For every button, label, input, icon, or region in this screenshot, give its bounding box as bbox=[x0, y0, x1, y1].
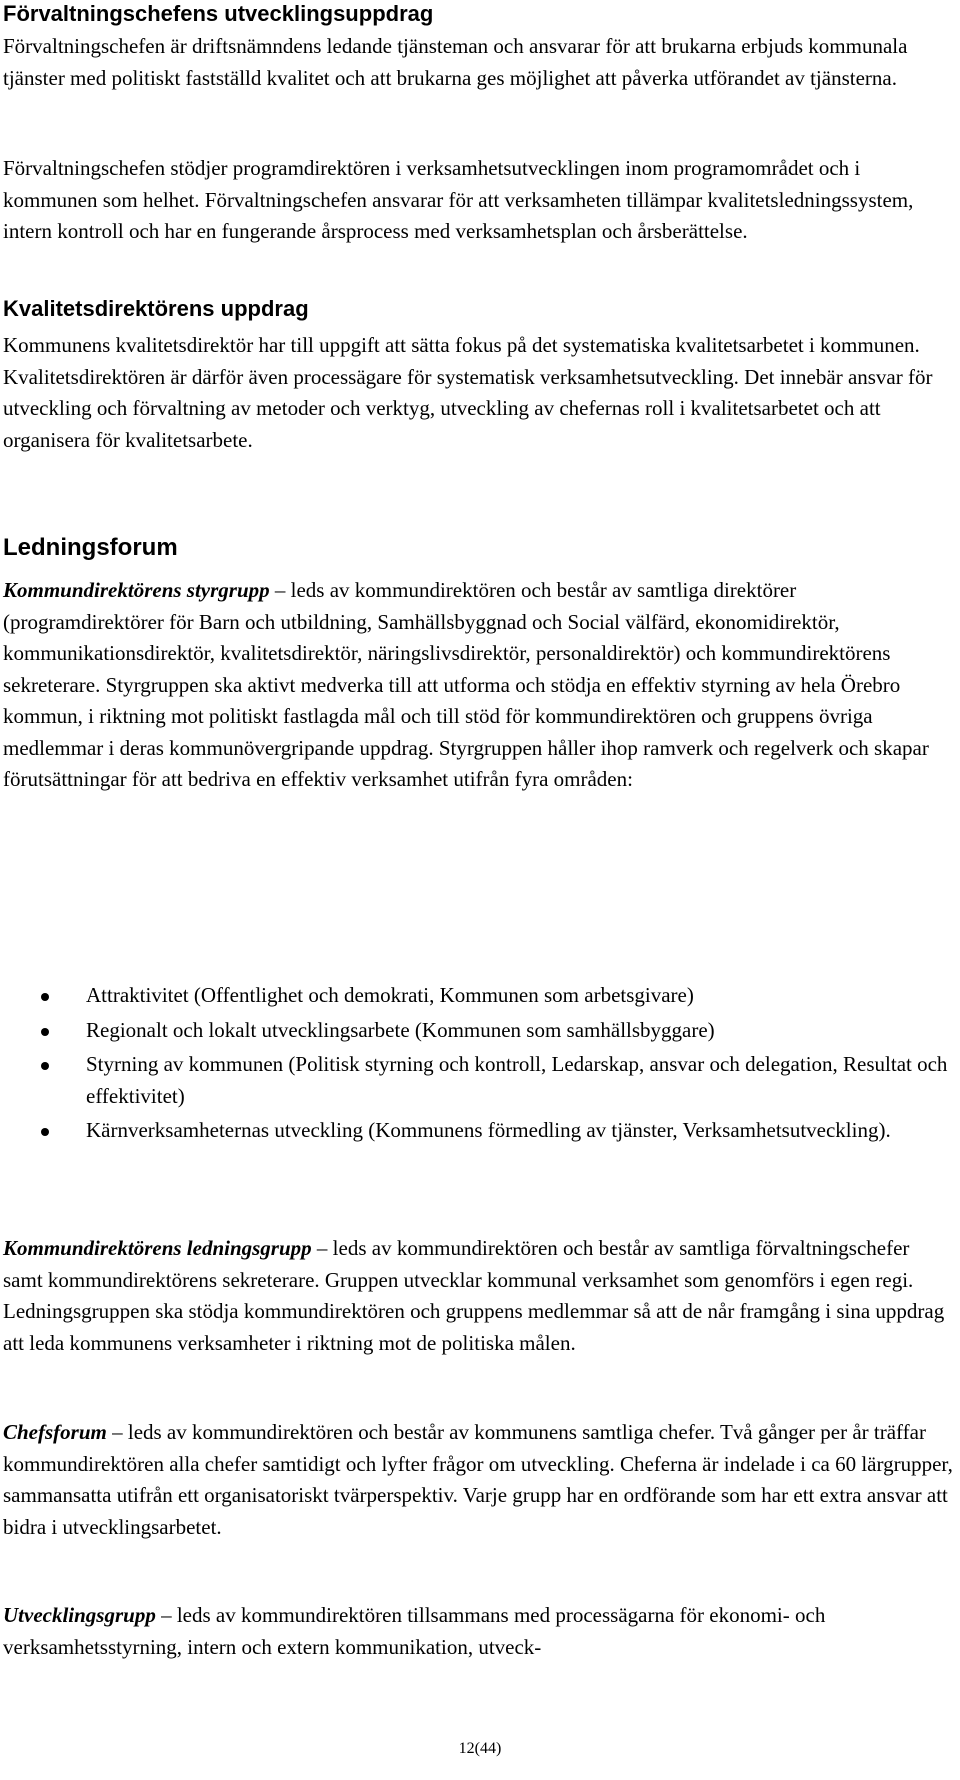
section-title-ledningsforum: Ledningsforum bbox=[3, 534, 178, 561]
styrgrupp-text: – leds av kommundirektören och består av samtliga direktörer (programdirektörer för Barn och utbildning, Samhällsbyggnad och Social välfärd, ekonomidirektör, kommunikationsdirektör, kvalitetsdirektör, näringslivsdirektör, personaldirektör) och kommundirektörens sekreterare. Styrgruppen ska aktivt medverka till att utforma och stödja en effektiv styrning av hela Örebro kommun, i riktning mot politiskt fastlagda mål och till stöd för kommundirektören och gruppens övriga medlemmar i deras kommunövergripande uppdrag. Styrgruppen håller ihop ramverk och regelverk och skapar förutsättningar för att bedriva en effektiv verksamhet utifrån fyra områden: bbox=[3, 578, 929, 791]
bullet-icon bbox=[41, 1062, 49, 1070]
bullet-icon bbox=[41, 1028, 49, 1036]
paragraph-chefsforum bbox=[3, 1417, 953, 1543]
list-item bbox=[0, 1049, 955, 1112]
ledningsgrupp-text: – leds av kommundirektören och består av samtliga förvaltningschefer samt kommundirektörens sekreterare. Gruppen utvecklar kommunal verksamhet som genomförs i egen regi. Ledningsgruppen ska stödja kommundirektören och gruppens medlemmar så att de når framgång i sina uppdrag att leda kommunens verksamheter i riktning mot de politiska målen. bbox=[3, 1236, 945, 1355]
utvecklingsgrupp-text: – leds av kommundirektören tillsammans med processägarna för ekonomi- och verksamhetsstyrning, intern och extern kommunikation, utveck- bbox=[3, 1603, 826, 1659]
list-item-text: Attraktivitet (Offentlighet och demokrati, Kommunen som arbetsgivare) bbox=[86, 983, 694, 1007]
list-item-text: Kärnverksamheternas utveckling (Kommunens förmedling av tjänster, Verksamhetsutveckling). bbox=[86, 1118, 891, 1142]
paragraph-kvalitetsdirektor: Kommunens kvalitetsdirektör har till uppgift att sätta fokus på det systematiska kvalitetsarbetet i kommunen. Kvalitetsdirektören är därför även processägare för systematisk verksamhetsutveckling. Det innebär ansvar för utveckling och förvaltning av metoder och verktyg, utveckling av chefernas roll i kvalitetsarbetet och att organisera för kvalitetsarbete. bbox=[3, 333, 933, 452]
chefsforum-text: – leds av kommundirektören och består av kommunens samtliga chefer. Två gånger per år träffar kommundirektören alla chefer samtidigt och lyfter frågor om utveckling. Cheferna är indelade i ca 60 lärgrupper, sammansatta utifrån ett organisatoriskt tvärperspektiv. Varje grupp har en ordförande som har ett extra ansvar att bidra i utvecklingsarbetet. bbox=[3, 1420, 953, 1539]
paragraph-forvaltningschef-2: Förvaltningschefen stödjer programdirektören i verksamhetsutvecklingen inom programområdet och i kommunen som helhet. Förvaltningschefen ansvarar för att verksamheten tillämpar kvalitetsledningssystem, intern kontroll och har en fungerande årsprocess med verksamhetsplan och årsberättelse. bbox=[3, 156, 914, 243]
list-item bbox=[0, 1115, 955, 1147]
utvecklingsgrupp-lead: Utvecklingsgrupp bbox=[3, 1603, 156, 1627]
page-number: 12(44) bbox=[458, 1740, 502, 1757]
paragraph-forvaltningschef-1: Förvaltningschefen är driftsnämndens ledande tjänsteman och ansvarar för att brukarna erbjuds kommunala tjänster med politiskt fastställd kvalitet och att brukarna ges möjlighet att påverka utförandet av tjänsterna. bbox=[3, 34, 908, 90]
bullet-icon bbox=[41, 1128, 49, 1136]
chefsforum-lead: Chefsforum bbox=[3, 1420, 107, 1444]
styrgrupp-lead: Kommundirektörens styrgrupp bbox=[3, 578, 270, 602]
list-item bbox=[0, 980, 955, 1012]
list-item-text: Styrning av kommunen (Politisk styrning och kontroll, Ledarskap, ansvar och delegation, Resultat och effektivitet) bbox=[86, 1052, 948, 1108]
paragraph-ledningsgrupp bbox=[3, 1233, 953, 1359]
paragraph-styrgrupp bbox=[3, 575, 953, 796]
section-title-forvaltningschef: Förvaltningschefens utvecklingsuppdrag bbox=[3, 1, 434, 26]
list-item bbox=[0, 1015, 955, 1047]
ledningsgrupp-lead: Kommundirektörens ledningsgrupp bbox=[3, 1236, 312, 1260]
bullet-icon bbox=[41, 993, 49, 1001]
paragraph-utvecklingsgrupp bbox=[3, 1600, 953, 1663]
list-item-text: Regionalt och lokalt utvecklingsarbete (Kommunen som samhällsbyggare) bbox=[86, 1017, 715, 1042]
section-title-kvalitetsdirektor: Kvalitetsdirektörens uppdrag bbox=[3, 296, 309, 321]
areas-bullet-list bbox=[0, 980, 955, 1150]
